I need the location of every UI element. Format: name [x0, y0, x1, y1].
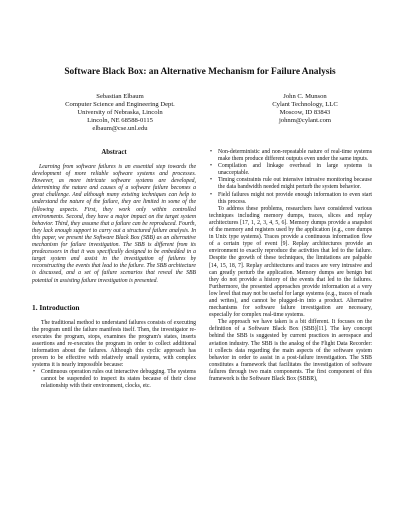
- right-column: [209, 149, 372, 383]
- author-email: johnm@cylant.com: [278, 117, 332, 125]
- author-block-elbaum: [20, 93, 220, 133]
- author-name: Sebastian Elbaum: [96, 93, 144, 100]
- list-item-text: Timing constraints rule out intensive intrusive monitoring because the data bandwidth needed might perturb the system behavior.: [218, 177, 372, 191]
- author-name: John C. Munson: [283, 93, 327, 100]
- bullet-icon: •: [210, 149, 213, 155]
- related-work-paragraph: To address these problems, researchers have considered various techniques including memory dumps, traces, slices and replay architectures [17, 1, 2, 3, 4, 5, 6]. Memory dumps provide a snapshot of the memory and registers used by the application (e.g., core dumps in Unix type systems). Traces provide a continuous information flow of a certain type of event [9]. Replay architectures provide an environment to exactly reproduce the activities that led to the failure. Despite the growth of these techniques, the limitations are palpable [14, 15, 18, 7]. Replay architectures and traces are very intrusive and can greatly perturb the application. Memory dumps are benign but they do not provide a history of the events that led to the failures. Furthermore, the presented approaches provide information at a very low level that may not be useful for large systems (e.g., traces of reads and writes), and cannot be plugged-in into a product. Alternative mechanisms for software failure investigation are necessary, especially for complex real-time systems.: [209, 205, 372, 319]
- list-item: [32, 369, 196, 390]
- list-item: [209, 163, 372, 177]
- left-column: [32, 149, 196, 391]
- author-organization: Cylant Technology, LLC: [272, 101, 338, 109]
- list-item: [209, 177, 372, 191]
- abstract-heading: Abstract: [101, 149, 127, 156]
- approach-paragraph: The approach we have taken is a bit different. It focuses on the definition of a Software Black Box (SBB)[11]. The key concept behind the SBB is suggested by current practices in aerospace and aviation industry. The SBB is the analog of the Flight Data Recorder: it collects data regarding the main aspects of the software system behavior in order to assist in a post-failure investigation. The SBB constitutes a framework that facilitates the investigation of software failures through two main components. The first component of this framework is the Software Black Box (SBBR),: [209, 319, 372, 382]
- intro-paragraph: The traditional method to understand failures consists of executing the program until the failure manifests itself. Then, the investigator re-executes the program, stops, examines the program's states, inserts assertions and re-executes the program in order to collect additional information about the failures. Although this cyclic approach has proven to be effective with relatively small systems, with complex systems it is nearly impossible because:: [32, 319, 196, 369]
- author-address: Moscow, ID 83843: [279, 109, 331, 117]
- list-item-text: Compilation and linkage overhead in large systems is unacceptable.: [218, 163, 372, 177]
- problem-list-right: [209, 149, 372, 206]
- list-item-text: Field failures might not provide enough information to even start this process.: [218, 191, 372, 205]
- abstract-text: Learning from software failures is an essential step towards the development of more reliable software systems and processes. However, as more intricate software systems are developed, determining the nature and causes of a software failure becomes a great challenge. And although many existing techniques can help to understand the nature of the failure, they are limited in some of the following aspects. First, they work only within controlled environments. Second, they have a major impact on the target system behavior. Third, they assume that a failure can be reproduced. Fourth, they lack enough support to carry out a structured failure analysis. In this paper, we present the Software Black Box (SBB) as an alternative mechanism for failure investigation. The SBB is different from its predecessors in that it was specifically designed to be embedded in a target system and assist in the investigation of failures by reconstructing the events that lead to the failure. The SBB architecture is discussed, and a set of failure scenarios that reveal the SBB potential in assisting failure investigation is presented.: [32, 164, 196, 284]
- author-email: elbaum@cse.unl.edu: [92, 125, 148, 133]
- list-item: [209, 192, 372, 206]
- bullet-icon: •: [210, 191, 213, 198]
- author-organization: University of Nebraska, Lincoln: [77, 109, 163, 117]
- bullet-icon: •: [210, 177, 213, 184]
- list-item-text: Non-deterministic and non-repeatable nature of real-time systems make them produce different outputs even under the same inputs.: [218, 149, 372, 163]
- list-item: [209, 149, 372, 163]
- author-block-munson: [230, 93, 380, 125]
- bullet-icon: •: [210, 163, 213, 170]
- introduction-heading: 1. Introduction: [32, 302, 80, 312]
- bullet-icon: •: [33, 369, 36, 376]
- author-address: Lincoln, NE 68588-0115: [87, 117, 153, 125]
- author-department: Computer Science and Engineering Dept.: [65, 101, 175, 109]
- paper-title: Software Black Box: an Alternative Mechanism for Failure Analysis: [64, 67, 336, 77]
- list-item-text: Continuous operation rules out interactive debugging. The systems cannot be suspended to inspect its states because of their close relationship with their environment, clocks, etc.: [41, 369, 196, 390]
- problem-list-left: [32, 369, 196, 390]
